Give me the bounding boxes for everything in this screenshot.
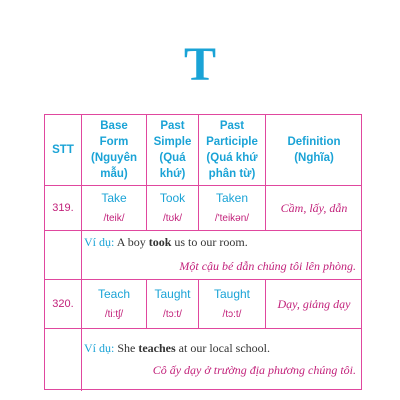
past-simple-cell: Taught /tɔ:t/ bbox=[154, 287, 191, 320]
row-divider bbox=[45, 230, 361, 231]
past-participle-cell: Taken /'teikən/ bbox=[214, 191, 250, 224]
example-translation: Một cậu bé dẫn chúng tôi lên phòng. bbox=[179, 259, 356, 273]
example-sentence: Ví dụ: A boy took us to our room. bbox=[84, 235, 248, 249]
header-past-simple: Past Simple (Quá khứ) bbox=[153, 120, 192, 180]
past-participle-cell: Taught /tɔ:t/ bbox=[213, 287, 251, 320]
header-past-participle: Past Participle (Quá khứ phân từ) bbox=[206, 120, 258, 180]
header-base-form: Base Form (Nguyên mẫu) bbox=[91, 120, 137, 180]
base-form-cell: Teach /ti:tʃ/ bbox=[97, 287, 131, 320]
row-divider bbox=[45, 328, 361, 329]
definition-cell: Dạy, giảng dạy bbox=[277, 296, 351, 311]
base-form-cell: Take /teik/ bbox=[101, 191, 127, 224]
definition-cell: Cầm, lấy, dẫn bbox=[280, 200, 348, 215]
header-definition: Definition (Nghĩa) bbox=[287, 136, 341, 164]
entry-number: 319. bbox=[52, 202, 74, 214]
example-translation: Cô ấy dạy ở trường địa phương chúng tôi. bbox=[152, 363, 356, 377]
entry-number: 320. bbox=[52, 298, 74, 310]
section-letter: T bbox=[183, 38, 216, 91]
example-sentence: Ví dụ: She teaches at our local school. bbox=[84, 341, 270, 355]
header-stt: STT bbox=[52, 144, 74, 156]
past-simple-cell: Took /tʊk/ bbox=[159, 191, 186, 224]
